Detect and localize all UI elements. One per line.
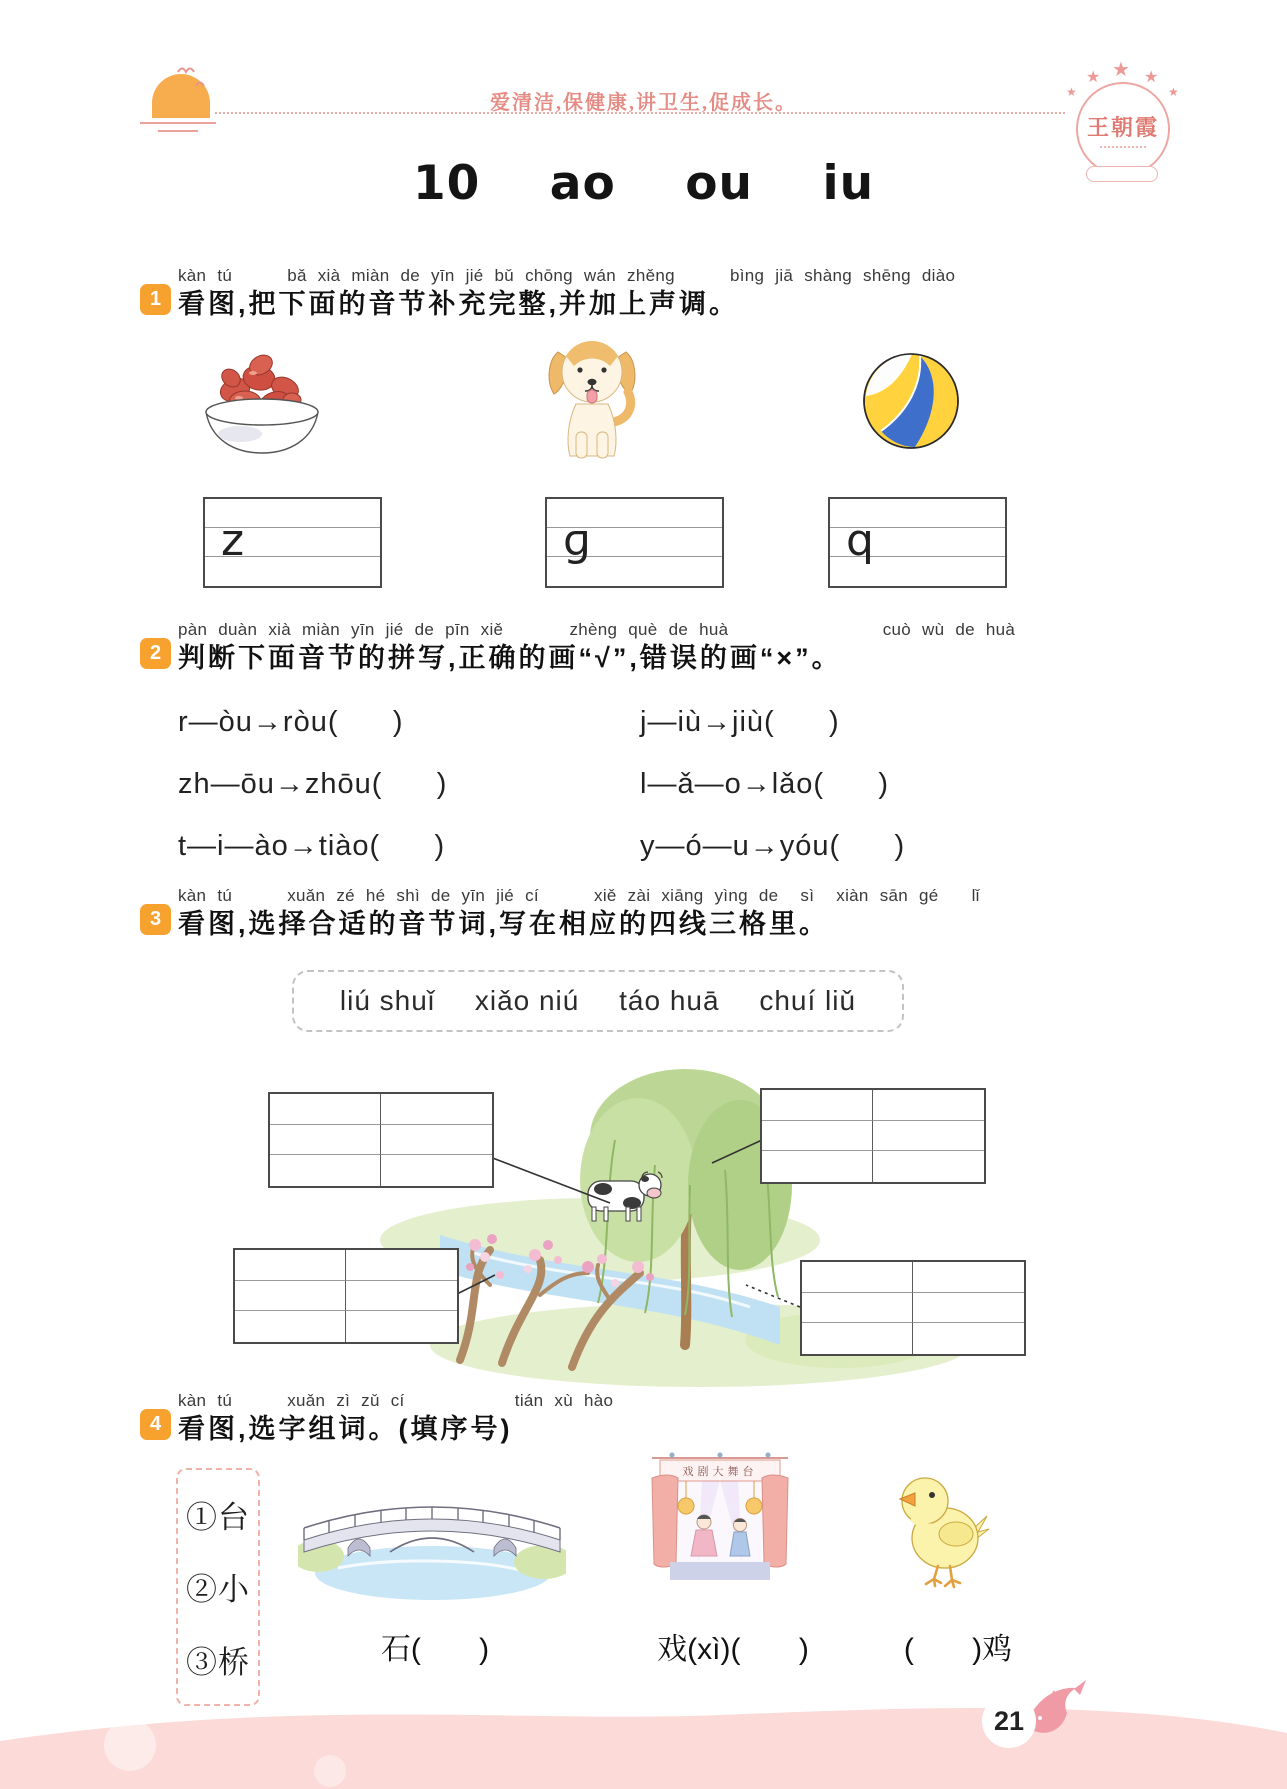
ex4-instruction: 看图,选字组词。(填序号) (178, 1414, 513, 1444)
ex2-item: l—ǎ—o→lǎo( ) (640, 768, 890, 800)
ex2-item: y—ó—u→yóu( ) (640, 830, 906, 862)
chick-legs (926, 1566, 960, 1587)
ex2-pinyin: pàn duàn xià miàn yīn jié de pīn xiě zhèng què de huà cuò wù de huà (178, 620, 1016, 639)
header-motto: 爱清洁,保健康,讲卫生,促成长。 (490, 92, 797, 114)
word-bank-item: táo huā (619, 985, 720, 1016)
ex4-answer-blank: ( )鸡 (903, 1633, 1013, 1666)
stone-bridge-image (298, 1476, 566, 1606)
opera-stage-image (642, 1450, 798, 1592)
sunrise-water-line (158, 130, 198, 132)
option-item: ③桥 (186, 1645, 250, 1681)
word-bank-item: xiǎo niú (474, 985, 580, 1016)
volleyball-image (860, 350, 962, 452)
ex1-instruction: 看图,把下面的音节补充完整,并加上声调。 (178, 289, 740, 319)
option-item: ②小 (186, 1572, 250, 1608)
ex4-answer-blank: 石( ) (380, 1633, 490, 1666)
ex2-number-badge: 2 (140, 638, 171, 669)
ex1-number-badge: 1 (140, 284, 171, 315)
writing-grid (545, 497, 724, 588)
answer-grid-peach (233, 1248, 459, 1344)
page-number: 21 (982, 1694, 1036, 1748)
answer-grid-willow (760, 1088, 986, 1184)
stage-banner-text: 戏剧大舞台 (682, 1466, 758, 1478)
grid-letter: ɡ (563, 515, 591, 566)
ex3-pinyin: kàn tú xuǎn zé hé shì de yīn jié cí xiě zài xiāng yìng de sì xiàn sān gé lǐ (178, 886, 980, 905)
ex2-instruction: 判断下面音节的拼写,正确的画“√”,错误的画“×”。 (178, 643, 842, 673)
ex3-number-badge: 3 (140, 904, 171, 935)
seal-decoration (1100, 146, 1146, 148)
star-icon: ★ (1086, 69, 1101, 86)
grid-letter: z (221, 515, 245, 566)
ex3-instruction: 看图,选择合适的音节词,写在相应的四线三格里。 (178, 909, 830, 939)
ex2-item: j—iù→jiù( ) (640, 706, 840, 738)
ex2-item: r—òu→ròu( ) (178, 706, 404, 738)
ex2-item: zh—ōu→zhōu( ) (178, 768, 448, 800)
writing-grid (828, 497, 1007, 588)
syllable-word-bank (292, 970, 904, 1032)
grid-letter: q (846, 515, 874, 566)
star-icon: ★ (1144, 69, 1159, 86)
ex1-pinyin: kàn tú bǎ xià miàn de yīn jié bǔ chōng wán zhěng bìng jiā shàng shēng diào (178, 266, 956, 285)
ex4-answer-blank: 戏(xì)( ) (657, 1633, 809, 1666)
writing-grid (203, 497, 382, 588)
answer-grid-cow (268, 1092, 494, 1188)
word-bank-item: chuí liǔ (759, 985, 857, 1016)
footer-wave (0, 1679, 1287, 1789)
brand-name: 王朝霞 (1086, 114, 1159, 140)
star-icon: ★ (1066, 85, 1077, 99)
sunrise-water-line (140, 122, 216, 124)
ex2-item: t—i—ào→tiào( ) (178, 830, 446, 862)
answer-grid-stream (800, 1260, 1026, 1356)
red-dates-image (195, 340, 330, 460)
star-icon: ★ (1168, 85, 1179, 99)
ex4-pinyin: kàn tú xuǎn zì zǔ cí tián xù hào (178, 1391, 614, 1410)
ex4-number-badge: 4 (140, 1409, 171, 1440)
option-item: ①台 (186, 1499, 250, 1535)
star-icon: ★ (1112, 59, 1130, 81)
lesson-title: 10 ao ou iu (412, 156, 875, 211)
puppy-image (528, 330, 656, 472)
chick-image (890, 1466, 990, 1592)
character-options-box (176, 1468, 260, 1706)
word-bank-item: liú shuǐ (339, 985, 436, 1016)
